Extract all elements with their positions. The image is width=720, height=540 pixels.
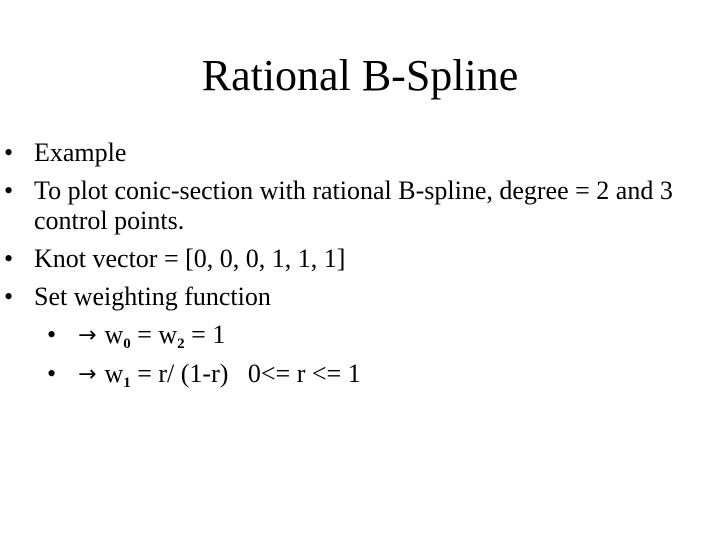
slide-title: Rational B-Spline (201, 51, 519, 100)
equation-text: = w (130, 320, 178, 349)
equation-text: = 1 (184, 320, 226, 349)
weight-symbol: w (104, 320, 124, 349)
bullet-dot: • (4, 282, 14, 311)
bullet-text: Knot vector = [0, 0, 0, 1, 1, 1] (34, 244, 346, 273)
weight-subscript: 1 (123, 375, 131, 391)
sub-bullet-item (0, 320, 678, 351)
bullet-item (0, 282, 690, 312)
bullet-text: Example (34, 138, 127, 167)
bullet-dot: • (4, 176, 14, 205)
bullet-text: Set weighting function (34, 282, 271, 311)
right-arrow-icon: → (78, 362, 97, 387)
bullet-item (0, 176, 690, 236)
right-arrow-icon: → (78, 323, 97, 348)
bullet-dot: • (4, 138, 14, 167)
bullet-dot: • (47, 359, 57, 388)
bullet-list (0, 138, 720, 398)
bullet-item (0, 244, 690, 274)
weight-subscript: 2 (177, 336, 185, 352)
bullet-dot: • (47, 320, 57, 349)
weight-symbol: w (104, 359, 124, 388)
weight-subscript: 0 (123, 336, 131, 352)
bullet-text: To plot conic-section with rational B-spline, degree = 2 and 3 control points. (34, 176, 673, 235)
bullet-item (0, 138, 690, 168)
bullet-dot: • (4, 244, 14, 273)
equation-text: = r/ (1-r) 0<= r <= 1 (130, 359, 361, 388)
sub-bullet-item (0, 359, 678, 390)
